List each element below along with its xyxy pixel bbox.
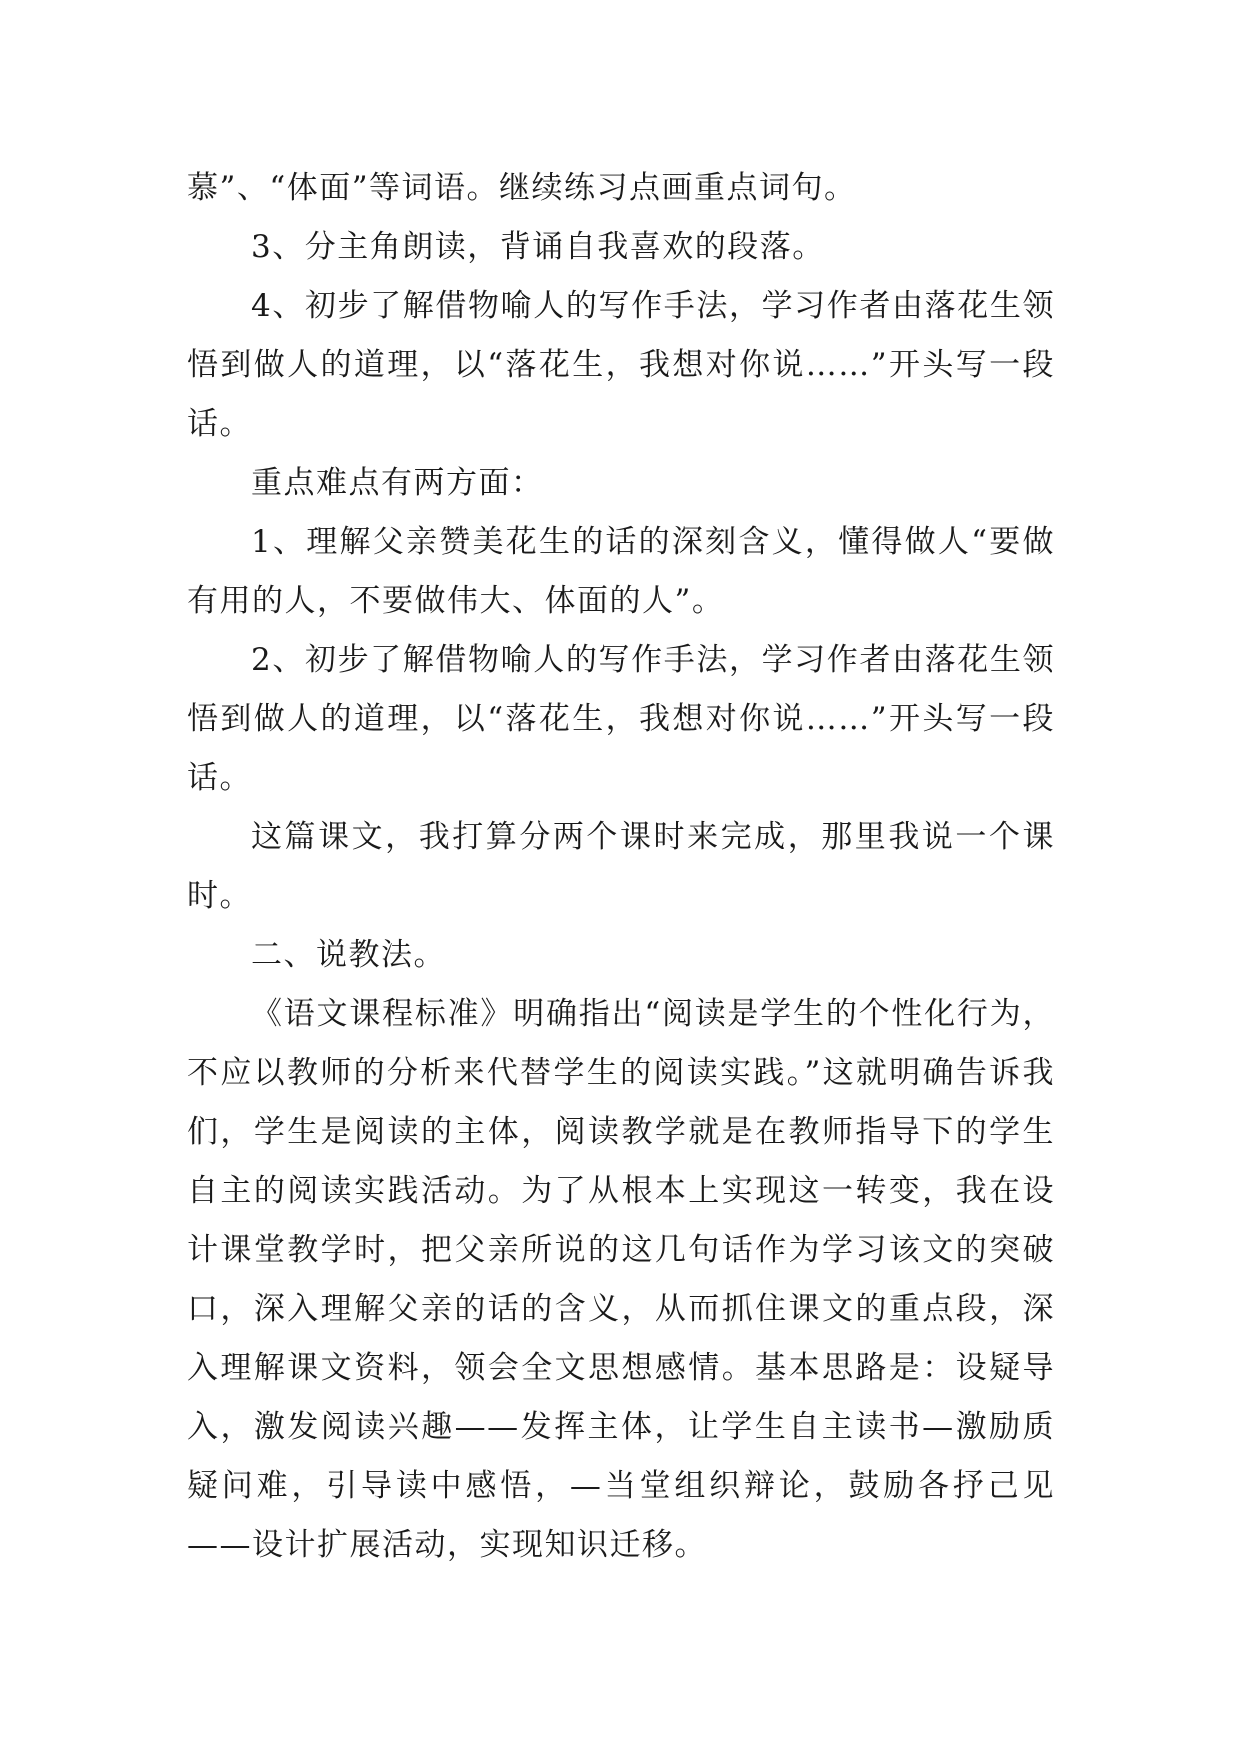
paragraph-key-point-1: 1、理解父亲赞美花生的话的深刻含义，懂得做人“要做有用的人，不要做伟大、体面的人”。: [187, 524, 1055, 619]
paragraph-key-point-2: 2、初步了解借物喻人的写作手法，学习作者由落花生领悟到做人的道理，以“落花生，我想对你说……”开头写一段话。: [187, 642, 1055, 796]
paragraph-key-points-heading: 重点难点有两方面：: [251, 465, 544, 501]
section-heading-teaching-method: 二、说教法。: [251, 937, 446, 973]
paragraph-teaching-method: 《语文课程标准》明确指出“阅读是学生的个性化行为，不应以教师的分析来代替学生的阅读实践。”这就明确告诉我们，学生是阅读的主体，阅读教学就是在教师指导下的学生自主的阅读实践活动。为了从根本上实现这一转变，我在设计课堂教学时，把父亲所说的这几句话作为学习该文的突破口，深入理解父亲的话的含义，从而抓住课文的重点段，深入理解课文资料，领会全文思想感情。基本思路是：设疑导入，激发阅读兴趣——发挥主体，让学生自主读书—激励质疑问难，引导读中感悟，—当堂组织辩论，鼓励各抒己见——设计扩展活动，实现知识迁移。: [187, 996, 1055, 1563]
paragraph-goal-4: 4、初步了解借物喻人的写作手法，学习作者由落花生领悟到做人的道理，以“落花生，我想对你说……”开头写一段话。: [187, 288, 1055, 442]
paragraph-goal-3: 3、分主角朗读，背诵自我喜欢的段落。: [251, 229, 825, 265]
paragraph-lesson-plan: 这篇课文，我打算分两个课时来完成，那里我说一个课时。: [187, 819, 1055, 914]
paragraph-continuation: 慕”、“体面”等词语。继续练习点画重点词句。: [187, 170, 857, 206]
document-page: [187, 159, 1055, 1575]
